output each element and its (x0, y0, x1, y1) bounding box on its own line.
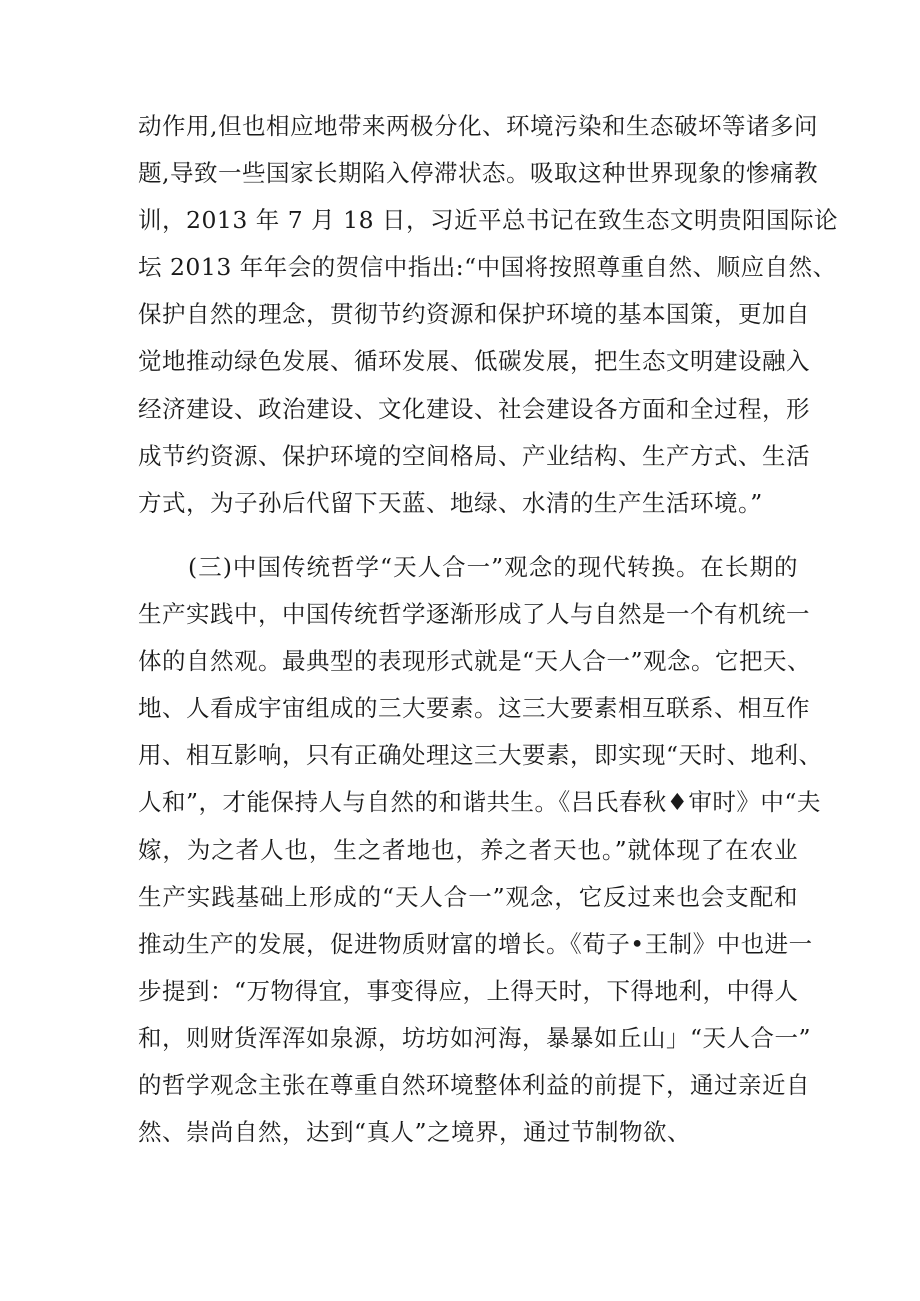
text-line: 嫁，为之者人也，生之者地也，养之者天也。”就体现了在农业 (138, 835, 798, 864)
text-line: 生产实践中，中国传统哲学逐渐形成了人与自然是一个有机统一 (138, 600, 810, 629)
text-line: 用、相互影响，只有正确处理这三大要素，即实现“天时、地利、 (138, 741, 823, 770)
text-line: 觉地推动绿色发展、循环发展、低碳发展，把生态文明建设融入 (138, 347, 810, 376)
text-line: 体的自然观。最典型的表现形式就是“天人合一”观念。它把天、 (138, 647, 812, 676)
text-line: 保护自然的理念，贯彻节约资源和保护环境的基本国策，更加自 (138, 300, 810, 329)
text-line: 方式，为子孙后代留下天蓝、地绿、水清的生产生活环境。” (138, 488, 763, 517)
text-line: 动作用,但也相应地带来两极分化、环境污染和生态破坏等诸多问 (138, 112, 818, 140)
text-line: 推动生产的发展，促进物质财富的增长。《荀子•王制》中也进一 (138, 929, 813, 958)
text-line: 的哲学观念主张在尊重自然环境整体利益的前提下，通过亲近自 (138, 1071, 810, 1100)
text-line: 生产实践基础上形成的“天人合一”观念，它反过来也会支配和 (138, 882, 798, 911)
text-line: 成节约资源、保护环境的空间格局、产业结构、生产方式、生活 (138, 441, 810, 470)
text-line: 地、人看成宇宙组成的三大要素。这三大要素相互联系、相互作 (138, 694, 810, 723)
text-line: 经济建设、政治建设、文化建设、社会建设各方面和全过程，形 (138, 394, 810, 423)
text-line: 和，则财货浑浑如泉源，坊坊如河海，暴暴如丘山」“天人合一” (138, 1023, 812, 1052)
text-line: 人和”，才能保持人与自然的和谐共生。《吕氏春秋♦审时》中“夫 (138, 788, 821, 817)
paragraph-ecological-civilization (138, 103, 839, 527)
text-line: 步提到：“万物得宜，事变得应，上得天时，下得地利，中得人 (138, 976, 799, 1005)
paragraph-tianrenheyi (138, 544, 823, 1156)
text-line: 题,导致一些国家长期陷入停滞状态。吸取这种世界现象的惨痛教 (138, 159, 818, 188)
text-line: 坛 2013 年年会的贺信中指出:“中国将按照尊重自然、顺应自然、 (138, 253, 837, 282)
section-heading-line: (三)中国传统哲学“天人合一”观念的现代转换。在长期的 (188, 553, 798, 581)
text-line: 训，2013 年 7 月 18 日，习近平总书记在致生态文明贵阳国际论 (138, 206, 839, 235)
text-line: 然、崇尚自然，达到“真人”之境界，通过节制物欲、 (138, 1118, 692, 1147)
